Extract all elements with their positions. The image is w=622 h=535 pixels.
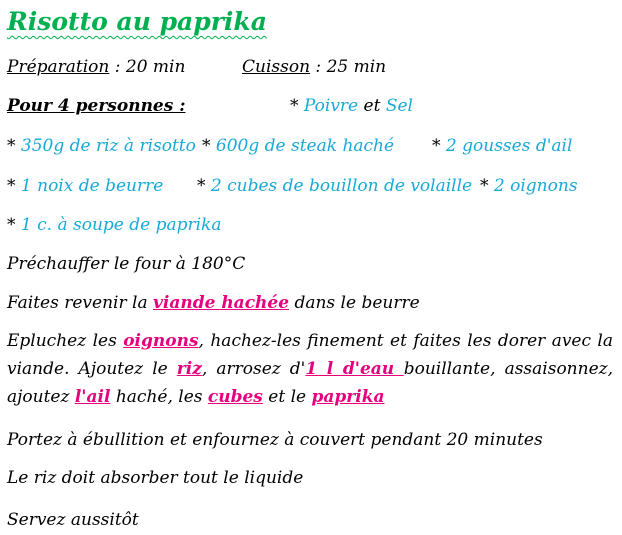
bullet: *	[290, 96, 304, 116]
conjunction: et	[358, 96, 386, 116]
step-5: Le riz doit absorber tout le liquide	[7, 468, 304, 488]
step-1: Préchauffer le four à 180°C	[7, 254, 246, 274]
highlight-cubes: cubes	[207, 387, 263, 407]
step-text: Faites revenir la	[7, 293, 153, 313]
recipe-title: Risotto au paprika	[7, 7, 267, 36]
times-row	[7, 56, 185, 78]
step-text: et le	[262, 387, 312, 407]
ingredient-onions: 2 oignons	[493, 176, 578, 196]
servings-heading: Pour 4 personnes :	[7, 96, 186, 116]
cook-time	[242, 56, 386, 78]
cook-label: Cuisson	[242, 57, 311, 77]
ingredient-item	[7, 175, 163, 197]
ingredient-butter: 1 noix de beurre	[20, 176, 164, 196]
step-text: , arrosez d'	[201, 359, 306, 379]
pepper-text: Poivre	[303, 96, 359, 116]
step-text: , hachez-les finement et faites les dorer avec la viande. Ajoutez le	[7, 331, 613, 379]
prep-value: : 20 min	[109, 57, 186, 77]
salt-text: Sel	[385, 96, 413, 116]
ingredient-steak: 600g de steak haché	[215, 136, 395, 156]
bullet: *	[480, 176, 494, 196]
step-6: Servez aussitôt	[7, 510, 139, 530]
step-2	[7, 292, 420, 314]
step-text: haché, les	[110, 387, 208, 407]
bullet: *	[7, 176, 21, 196]
step-4: Portez à ébullition et enfournez à couvert pendant 20 minutes	[7, 430, 543, 450]
bullet: *	[7, 136, 21, 156]
cook-value: : 25 min	[310, 57, 387, 77]
highlight-meat: viande hachée	[152, 293, 290, 313]
ingredient-item	[7, 135, 196, 157]
bullet: *	[432, 136, 446, 156]
prep-label: Préparation	[7, 57, 110, 77]
bullet: *	[202, 136, 216, 156]
ingredient-paprika: 1 c. à soupe de paprika	[20, 215, 222, 235]
ingredient-item	[7, 214, 222, 236]
step-text: dans le beurre	[289, 293, 420, 313]
highlight-water: 1 l d'eau	[305, 359, 404, 379]
ingredient-rice: 350g de riz à risotto	[20, 136, 196, 156]
seasoning-item	[290, 95, 413, 117]
bullet: *	[7, 215, 21, 235]
highlight-onions: oignons	[123, 331, 199, 351]
highlight-paprika: paprika	[311, 387, 385, 407]
ingredient-item	[432, 135, 572, 157]
bullet: *	[197, 176, 211, 196]
step-3	[7, 327, 613, 411]
ingredient-item	[480, 175, 578, 197]
ingredient-item	[197, 175, 472, 197]
step-text: bouillante, assaisonnez, ajoutez	[7, 359, 614, 407]
highlight-rice: riz	[176, 359, 202, 379]
ingredient-broth: 2 cubes de bouillon de volaille	[210, 176, 473, 196]
ingredient-garlic: 2 gousses d'ail	[445, 136, 573, 156]
ingredient-item	[202, 135, 394, 157]
highlight-garlic: l'ail	[74, 387, 111, 407]
step-text: Epluchez les	[7, 331, 124, 351]
